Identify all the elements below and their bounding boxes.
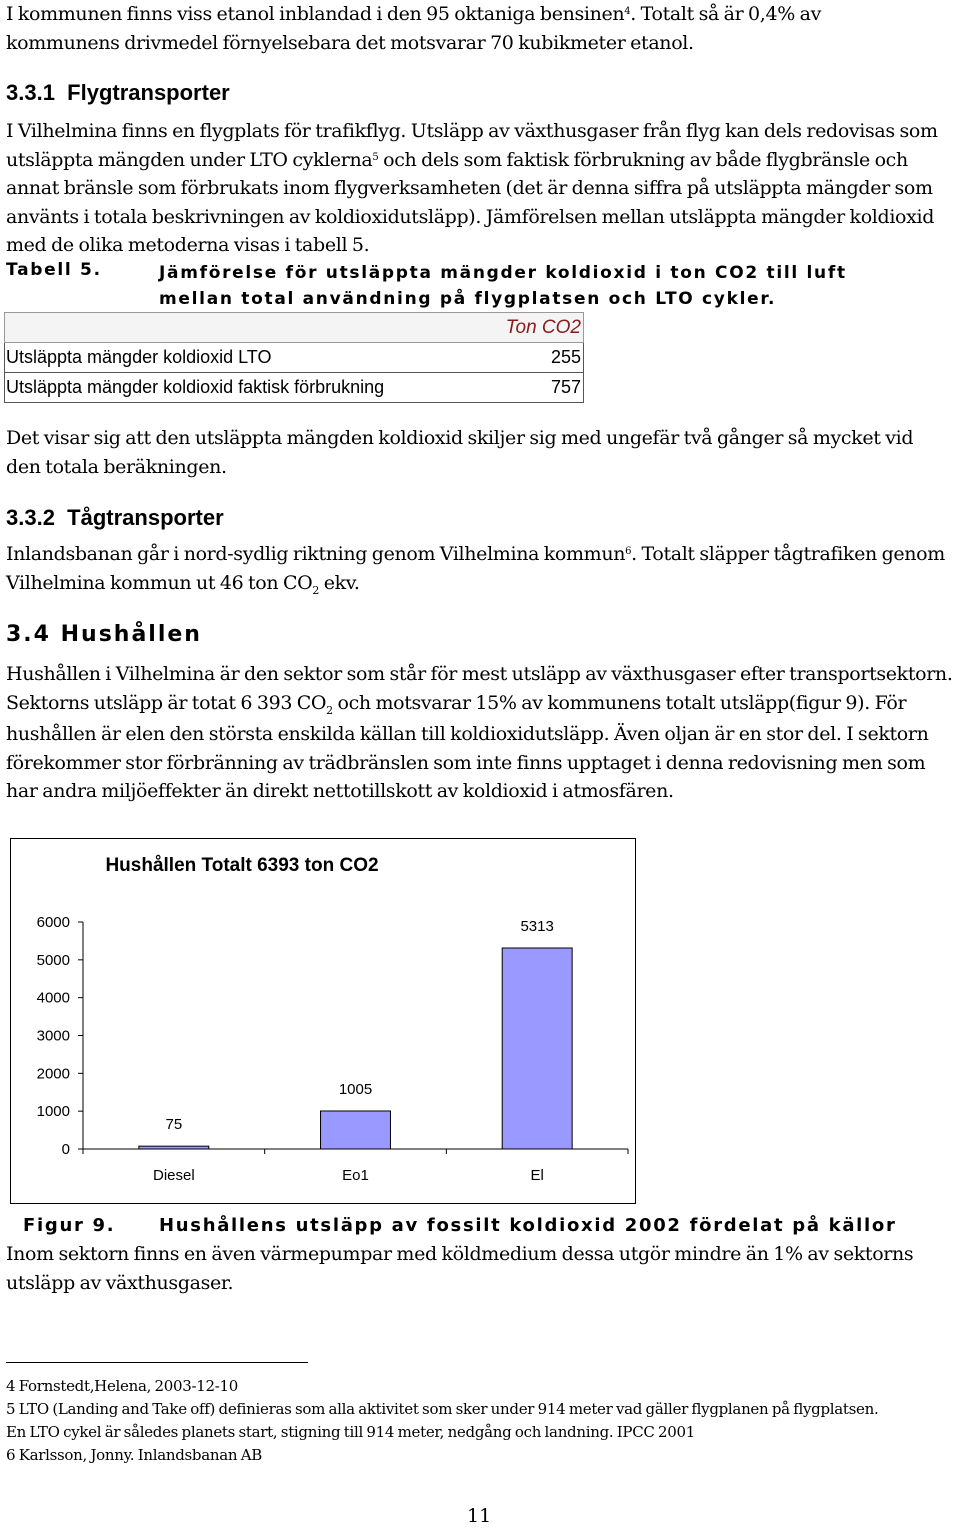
footnote-text: LTO (Landing and Take off) definieras som alla aktivitet som sker under 914 meter vad gäller flygplanen på flygplatsen. En LTO cykel är således planets start, stigning till 914 meter, nedgång och landning. IPCC 2001 xyxy=(6,1400,879,1441)
paragraph-tag xyxy=(6,540,958,600)
table-header-ton-co2: Ton CO2 xyxy=(485,313,584,343)
data-label: 1005 xyxy=(338,1080,373,1098)
footnote-4 xyxy=(6,1375,896,1398)
table-caption-text xyxy=(159,260,959,312)
figure-9-chart xyxy=(10,838,636,1204)
table-caption-label: Tabell 5. xyxy=(6,260,102,280)
x-tick-label: Eo1 xyxy=(342,1167,369,1184)
paragraph-after-table: Det visar sig att den utsläppta mängden koldioxid skiljer sig med ungefär två gånger så mycket vid den totala beräkningen. xyxy=(6,427,914,478)
paragraph-hushallen xyxy=(6,660,958,806)
bar-el xyxy=(502,948,572,1149)
paragraph-hushallen-part-1: Hushållen i Vilhelmina är den sektor som står för mest utsläpp av växthusgaser efter transportsektorn. Sektorns utsläpp är totat 6 393 CO xyxy=(6,663,953,714)
page-number: 11 xyxy=(467,1505,492,1527)
y-tick-label: 3000 xyxy=(36,1027,70,1045)
bar-eo1 xyxy=(321,1111,391,1149)
data-label: 75 xyxy=(165,1116,183,1134)
footnote-number: 4 xyxy=(6,1377,16,1395)
bar-chart xyxy=(10,838,636,1204)
subscript-2: 2 xyxy=(326,703,333,717)
bar-diesel xyxy=(139,1146,209,1149)
table-row xyxy=(5,373,584,403)
heading-flygtransporter: 3.3.1 Flygtransporter xyxy=(6,80,230,105)
paragraph-hushallen-part-2: och motsvarar 15% av kommunens totalt utsläpp(figur 9). För hushållen är elen den största enskilda källan till koldioxidutsläpp. Även oljan är en stor del. I sektorn förekommer stor förbränning av trädbränslen som inte finns upptaget i denna redovisning men som har andra miljöeffekter än direkt nettotillskott av koldioxid i atmosfären. xyxy=(6,691,929,802)
table-5 xyxy=(4,312,584,403)
x-tick-label: El xyxy=(530,1167,544,1184)
subscript-2: 2 xyxy=(312,583,320,597)
y-tick-label: 4000 xyxy=(36,989,70,1007)
heading-hushallen: 3.4 Hushållen xyxy=(6,622,202,647)
figure-caption-label: Figur 9. xyxy=(23,1215,116,1236)
y-tick-label: 5000 xyxy=(36,951,70,969)
footnote-number: 5 xyxy=(6,1400,16,1418)
footnote-ref-4[interactable]: 4 xyxy=(624,6,631,17)
intro-line-1-end: . Totalt så är 0,4% av xyxy=(630,3,821,25)
chart-title: Hushållen Totalt 6393 ton CO2 xyxy=(105,855,379,876)
y-tick-label: 6000 xyxy=(36,914,70,931)
x-tick-label: Diesel xyxy=(152,1167,195,1184)
paragraph-flyg-part-1: I Vilhelmina finns en flygplats för trafikflyg. Utsläpp av växthusgaser från flyg kan dels redovisas som utsläppta mängden under LTO cyklerna xyxy=(6,120,938,171)
footnote-text: Fornstedt,Helena, 2003-12-10 xyxy=(18,1377,239,1395)
paragraph-tag-part-1: Inlandsbanan går i nord-sydlig riktning genom Vilhelmina kommun xyxy=(6,543,626,565)
footnote-number: 6 xyxy=(6,1446,16,1464)
paragraph-after-figure: Inom sektorn finns en även värmepumpar med köldmedium dessa utgör mindre än 1% av sektorns utsläpp av växthusgaser. xyxy=(6,1243,914,1294)
paragraph-flyg xyxy=(6,117,958,260)
footnote-text: Karlsson, Jonny. Inlandsbanan AB xyxy=(18,1446,262,1464)
y-tick-label: 2000 xyxy=(36,1065,70,1083)
footnote-ref-5[interactable]: 5 xyxy=(372,151,379,163)
footnotes xyxy=(6,1375,896,1467)
footnote-separator xyxy=(6,1362,308,1363)
table-cell-value: 757 xyxy=(485,373,584,403)
table-caption-line-2: mellan total användning på flygplatsen och LTO cykler. xyxy=(159,289,777,309)
table-cell-value: 255 xyxy=(485,343,584,373)
figure-caption-text: Hushållens utsläpp av fossilt koldioxid 2002 fördelat på källor xyxy=(159,1215,897,1236)
table-caption-line-1: Jämförelse för utsläppta mängder koldioxid i ton CO2 till luft xyxy=(159,263,847,283)
paragraph-tag-part-3: ekv. xyxy=(319,571,360,594)
y-tick-label: 1000 xyxy=(36,1103,70,1121)
data-label: 5313 xyxy=(520,917,554,935)
intro-line-2: kommunens drivmedel förnyelsebara det motsvarar 70 kubikmeter etanol. xyxy=(6,31,694,54)
footnote-5 xyxy=(6,1398,896,1444)
table-cell-label: Utsläppta mängder koldioxid LTO xyxy=(5,343,485,373)
table-row xyxy=(5,343,584,373)
table-cell-label: Utsläppta mängder koldioxid faktisk förbrukning xyxy=(5,373,485,403)
intro-paragraph xyxy=(6,0,956,57)
footnote-6 xyxy=(6,1444,896,1467)
y-tick-label: 0 xyxy=(61,1141,70,1158)
paragraph-tag-part-2: . Totalt släpper tågtrafiken genom Vilhelmina kommun ut 46 ton CO xyxy=(6,543,945,594)
footnote-ref-6[interactable]: 6 xyxy=(625,546,632,557)
heading-tagtransporter: 3.3.2 Tågtransporter xyxy=(6,505,224,530)
paragraph-flyg-part-2: och dels som faktisk förbrukning av både flygbränsle och annat bränsle som förbrukats inom flygverksamheten (det är denna siffra på utsläppta mängder som använts i totala beskrivningen av koldioxidutsläpp). Jämförelsen mellan utsläppta mängder koldioxid med de olika metoderna visas i tabell 5. xyxy=(6,148,935,256)
intro-line-1: I kommunen finns viss etanol inblandad i den 95 oktaniga bensinen xyxy=(6,3,625,25)
